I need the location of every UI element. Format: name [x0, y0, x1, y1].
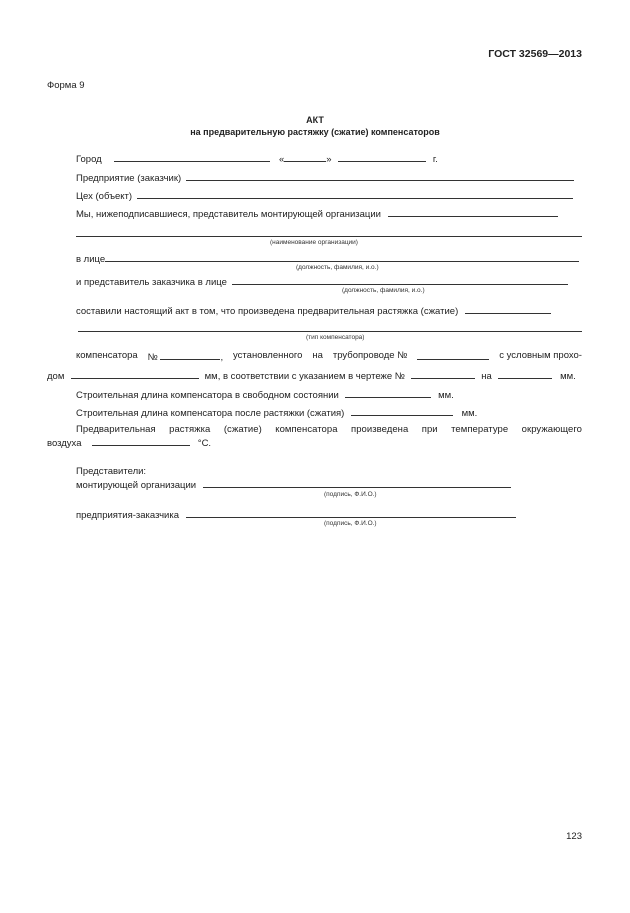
sign-caption-1: (подпись, Ф.И.О.)	[324, 491, 377, 498]
month-year-line[interactable]	[338, 152, 426, 162]
num-sign-2: №	[397, 350, 408, 361]
dom-label: дом	[47, 371, 65, 382]
compensator-label: компенсатора	[76, 350, 138, 361]
installed-label: установленного	[233, 350, 303, 361]
shop-line[interactable]	[137, 189, 573, 199]
type-caption: (тип компенсатора)	[306, 334, 365, 341]
drew-up-text: составили настоящий акт в том, что произведена предварительная растяжка (сжатие)	[76, 306, 459, 317]
free-length-row	[76, 388, 454, 401]
org-line-2[interactable]	[76, 227, 582, 237]
drew-up-row	[76, 304, 551, 317]
org-caption: (наименование организации)	[270, 239, 358, 246]
type-line-2[interactable]	[78, 322, 582, 332]
na-label: на	[481, 371, 492, 382]
installer-sign-line[interactable]	[203, 478, 511, 488]
enterprise-line[interactable]	[186, 171, 574, 181]
temperature-line[interactable]	[92, 436, 190, 446]
position-caption-2: (должность, фамилия, и.о.)	[342, 287, 425, 294]
num-sign: №	[147, 352, 158, 363]
installer-row	[76, 478, 511, 491]
enterprise-row	[76, 171, 574, 184]
mm-label: мм.	[560, 371, 576, 382]
customer-rep-label: и представитель заказчика в лице	[76, 277, 227, 288]
passage-line[interactable]	[71, 369, 199, 379]
drawing-number-line[interactable]	[411, 369, 475, 379]
free-length-label: Строительная длина компенсатора в свободном состоянии	[76, 390, 339, 401]
cond-passage-label: с условным прохо-	[499, 350, 582, 361]
in-person-label: в лице	[76, 254, 106, 265]
customer-rep-line[interactable]	[232, 275, 568, 285]
on-label: на	[312, 350, 323, 361]
pipeline-number-line[interactable]	[417, 350, 489, 360]
stretch-amount-line[interactable]	[498, 369, 552, 379]
free-length-line[interactable]	[345, 388, 431, 398]
after-length-line[interactable]	[351, 406, 453, 416]
year-suffix: г.	[432, 154, 438, 165]
sign-caption-2: (подпись, Ф.И.О.)	[324, 520, 377, 527]
customer-label: предприятия-заказчика	[76, 510, 180, 521]
page-number: 123	[566, 831, 582, 842]
position-caption-1: (должность, фамилия, и.о.)	[296, 264, 379, 271]
shop-row	[76, 189, 573, 202]
standard-code: ГОСТ 32569—2013	[488, 48, 582, 60]
date-quote-close: »	[326, 154, 332, 165]
org-line-1[interactable]	[388, 207, 558, 217]
installer-label: монтирующей организации	[76, 480, 197, 491]
after-length-label: Строительная длина компенсатора после растяжки (сжатия)	[76, 408, 345, 419]
mm-after-label: мм.	[461, 408, 478, 419]
after-length-row	[76, 406, 477, 419]
customer-sign-line[interactable]	[186, 508, 516, 518]
city-label: Город	[76, 154, 102, 165]
representatives-label: Представители:	[76, 466, 147, 477]
city-line[interactable]	[114, 152, 270, 162]
form-number: Форма 9	[47, 80, 85, 91]
undersigned-text: Мы, нижеподписавшиеся, представитель монтирующей организации	[76, 209, 381, 220]
city-row	[76, 152, 438, 165]
drawing-text: мм, в соответствии с указанием в чертеже №	[204, 371, 405, 382]
customer-row	[76, 508, 516, 521]
date-quote-open: «	[278, 154, 285, 165]
shop-label: Цех (объект)	[76, 191, 133, 202]
act-title: АКТ	[306, 115, 324, 125]
type-line-1[interactable]	[465, 304, 551, 314]
enterprise-label: Предприятие (заказчик)	[76, 173, 182, 184]
mm-free-label: мм.	[438, 390, 454, 401]
compensator-row: компенсатора № , установленного на трубопроводе № с условным прохо-	[76, 350, 582, 363]
undersigned-row	[76, 207, 558, 220]
air-row	[47, 436, 211, 449]
pipeline-label: трубопроводе	[332, 350, 395, 361]
dom-row	[47, 369, 576, 382]
celsius-label: °C.	[197, 438, 212, 449]
compensator-number-line[interactable]	[160, 350, 220, 360]
prestretch-text: Предварительная растяжка (сжатие) компенсатора произведена при температуре окружающего	[76, 424, 582, 435]
air-label: воздуха	[47, 438, 82, 449]
customer-rep-row	[76, 275, 568, 288]
in-person-line[interactable]	[105, 252, 579, 262]
act-subtitle: на предварительную растяжку (сжатие) компенсаторов	[190, 127, 440, 137]
day-line[interactable]	[284, 152, 326, 162]
